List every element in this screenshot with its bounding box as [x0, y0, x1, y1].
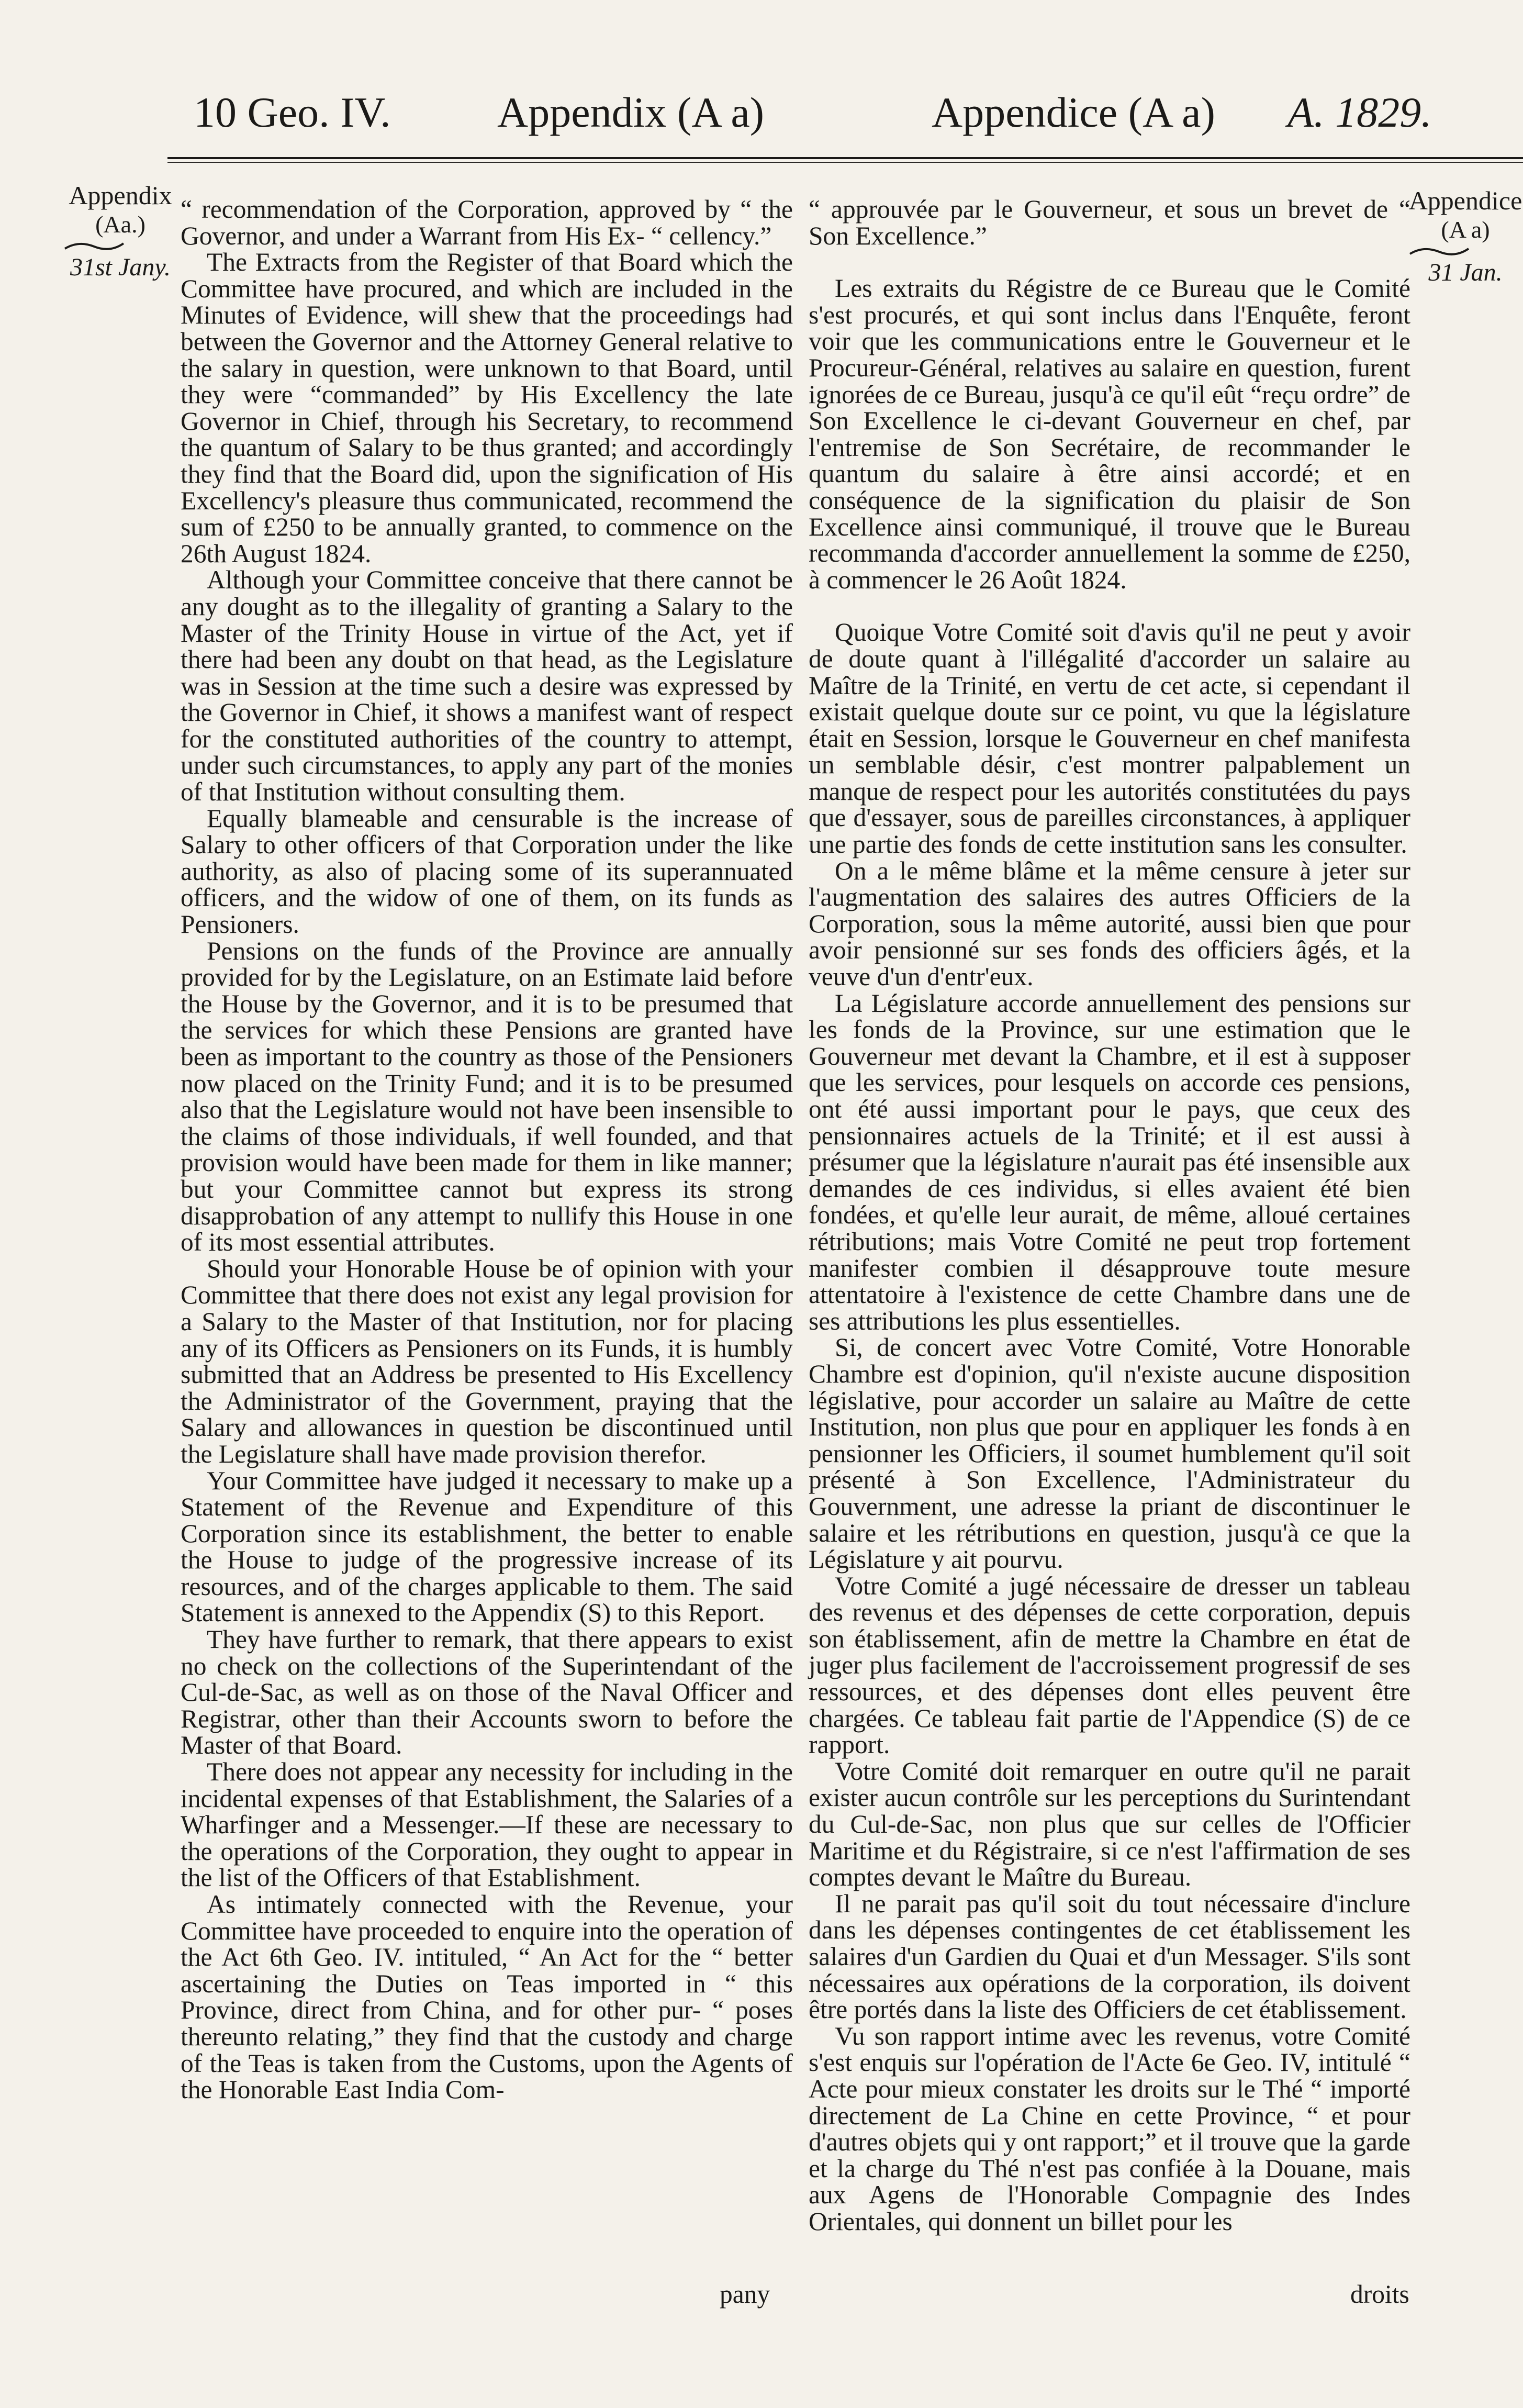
- paragraph: They have further to remark, that there appears to exist no check on the collections of the Superintendant of the Cul-de-Sac, as well as on those of the Naval Officer and Registrar, other than their Accounts sworn to before the Master of that Board.: [181, 1625, 793, 1760]
- margin-note-date: 31st Jany.: [70, 253, 171, 281]
- catchword-en: pany: [720, 2280, 770, 2309]
- appendix-title-fr: Appendice (A a): [932, 88, 1215, 136]
- french-column: [809, 196, 1410, 2235]
- paragraph: Vu son rapport intime avec les revenus, votre Comité s'est enquis sur l'opération de l'Acte 6e Geo. IV, intitulé “ Acte pour mieux constater les droits sur le Thé “ importé directement de La Chine en cette Province, “ et pour d'autres objets qui y ont rapport;” et il trouve que la garde et la charge du Thé n'est pas confiée à la Douane, mais aux Agens de l'Honorable Compagnie des Indes Orientales, qui donnent un billet pour les: [809, 2021, 1410, 2236]
- paragraph: There does not appear any necessity for including in the incidental expenses of that Establishment, the Salaries of a Wharfinger and a Messenger.—If these are necessary to the operations of the Corporation, they ought to appear in the list of the Officers of that Establishment.: [181, 1757, 793, 1892]
- appendix-title-en: Appendix (A a): [497, 88, 765, 136]
- paragraph: The Extracts from the Register of that Board which the Committee have procured, and which are included in the Minutes of Evidence, will shew that the proceedings had between the Governor and the Attorney General relative to the salary in question, were unknown to that Board, until they were “commanded” by His Excellency the late Governor in Chief, through his Secretary, to recommend the quantum of Salary to be thus granted; and accordingly they find that the Board did, upon the signification of His Excellency's pleasure thus communicated, recommend the sum of £250 to be annually granted, to commence on the 26th August 1824.: [181, 248, 793, 568]
- paragraph: Pensions on the funds of the Province are annually provided for by the Legislature, on an Estimate laid before the House by the Governor, and it is to be presumed that the services for which these Pensions are granted have been as important to the country as those of the Pensioners now placed on the Trinity Fund; and it is to be presumed also that the Legislature would not have been insensible to the claims of those individuals, if well founded, and that provision would have been made for them in like manner; but your Committee cannot but express its strong disapprobation of any attempt to nullify this House in one of its most essential attributes.: [181, 936, 793, 1257]
- paragraph: Les extraits du Régistre de ce Bureau que le Comité s'est procurés, et qui sont inclus dans l'Enquête, feront voir que les communications entre le Gouverneur et le Procureur-Général, relatives au salaire en question, furent ignorées de ce Bureau, jusqu'à ce qu'il eût “reçu ordre” de Son Excellence le ci-devant Gouverneur en chef, par l'entremise de Son Secrétaire, de recommander le quantum du salaire à être ainsi accordé; et en conséquence de la signification du plaisir de Son Excellence ainsi communiqué, il trouve que le Bureau recommanda d'accorder annuellement la somme de £250, à commencer le 26 Août 1824.: [809, 274, 1410, 594]
- year-label: A. 1829.: [1287, 88, 1432, 136]
- paragraph: On a le même blâme et la même censure à jeter sur l'augmentation des salaires des autres Officiers de la Corporation, sous la même autorité, aussi bien que pour avoir pensionné sur ses fonds des officiers âgés, et la veuve d'un d'entr'eux.: [809, 856, 1410, 991]
- session-label: 10 Geo. IV.: [194, 88, 391, 136]
- paragraph: Your Committee have judged it necessary to make up a Statement of the Revenue and Expenditure of this Corporation since its establishment, the better to enable the House to judge of the progressive increase of its resources, and of the charges applicable to them. The said Statement is annexed to the Appendix (S) to this Report.: [181, 1466, 793, 1627]
- margin-note-date: 31 Jan.: [1428, 259, 1503, 286]
- paragraph: As intimately connected with the Revenue, your Committee have proceeded to enquire into the operation of the Act 6th Geo. IV. intituled, “ An Act for the “ better ascertaining the Duties on Teas imported in “ this Province, direct from China, and for other pur- “ poses thereunto relating,” they find that the custody and charge of the Teas is taken from the Customs, upon the Agents of the Honorable East India Com-: [181, 1890, 793, 2104]
- paragraph: Equally blameable and censurable is the increase of Salary to other officers of that Corporation under the like authority, as also of placing some of its superannuated officers, and the widow of one of them, on its funds as Pensioners.: [181, 804, 793, 939]
- header-rule-thin: [167, 162, 1523, 163]
- paragraph: La Législature accorde annuellement des pensions sur les fonds de la Province, sur une estimation que le Gouverneur met devant la Chambre, et il est à supposer que les services, pour lesquels on accorde ces pensions, ont été aussi important pour le pays, que ceux des pensionnaires actuels de la Trinité; et il est aussi à présumer que la législature n'aurait pas été insensible aux demandes de ces individus, si elles avaient été bien fondées, et qu'elle leur aurait, de même, alloué certaines rétributions; mais Votre Comité ne peut trop fortement manifester combien il désapprouve toute mesure attentatoire à l'existence de cette Chambre dans une de ses attributions les plus essentielles.: [809, 988, 1410, 1335]
- margin-note-label: Appendice: [1408, 186, 1522, 215]
- english-column: [181, 196, 793, 2103]
- margin-note-left: [63, 181, 178, 282]
- margin-note-sub: (Aa.): [95, 211, 145, 238]
- running-head: [0, 84, 1523, 147]
- paragraph: “ approuvée par le Gouverneur, et sous un brevet de “ Son Excellence.”: [809, 195, 1410, 250]
- paragraph: Although your Committee conceive that there cannot be any dought as to the illegality of granting a Salary to the Master of the Trinity House in virtue of the Act, yet if there had been any doubt on that head, as the Legislature was in Session at the time such a desire was expressed by the Governor in Chief, it shows a manifest want of respect for the constituted authorities of the country to attempt, under such circumstances, to apply any part of the monies of that Institution without consulting them.: [181, 565, 793, 807]
- swash-ornament-icon: [63, 239, 126, 253]
- header-rule: [167, 157, 1523, 159]
- margin-note-label: Appendix: [69, 181, 172, 210]
- paragraph: “ recommendation of the Corporation, approved by “ the Governor, and under a Warrant from His Ex- “ cellency.”: [181, 195, 793, 250]
- margin-note-sub: (A a): [1441, 216, 1490, 243]
- margin-note-right: [1408, 186, 1523, 287]
- paragraph: Votre Comité a jugé nécessaire de dresser un tableau des revenus et des dépenses de cette corporation, depuis son établissement, afin de mettre la Chambre en état de juger plus facilement de l'accroissement progressif de ses ressources, et des dépenses dont elles peuvent être chargées. Ce tableau fait partie de l'Appendice (S) de ce rapport.: [809, 1571, 1410, 1759]
- paragraph: Votre Comité doit remarquer en outre qu'il ne parait exister aucun contrôle sur les perceptions du Surintendant du Cul-de-Sac, non plus que sur celles de l'Officier Maritime et du Régistraire, si ce n'est l'affirmation de ses comptes devant le Maître du Bureau.: [809, 1756, 1410, 1892]
- paragraph: Quoique Votre Comité soit d'avis qu'il ne peut y avoir de doute quant à l'illégalité d'accorder un salaire au Maître de la Trinité, en vertu de cet acte, si cependant il existait quelque doute sur ce point, vu que la législature était en Session, lorsque le Gouverneur en chef manifesta un semblable désir, c'est montrer palpablement un manque de respect pour les autorités constitutées du pays que d'essayer, sous de pareilles circonstances, à appliquer une partie des fonds de cette institution sans les consulter.: [809, 618, 1410, 859]
- paragraph: Il ne parait pas qu'il soit du tout nécessaire d'inclure dans les dépenses contingentes de cet établissement les salaires d'un Gardien du Quai et d'un Messager. S'ils sont nécessaires aux opérations de la corporation, ils doivent être portés dans la liste des Officiers de cet établissement.: [809, 1889, 1410, 2024]
- paragraph: Should your Honorable House be of opinion with your Committee that there does not exist any legal provision for a Salary to the Master of that Institution, nor for placing any of its Officers as Pensioners on its Funds, it is humbly submitted that an Address be presented to His Excellency the Administrator of the Government, praying that the Salary and allowances in question be discontinued until the Legislature shall have made provision therefor.: [181, 1254, 793, 1468]
- swash-ornament-icon: [1408, 244, 1471, 258]
- catchword-fr: droits: [1350, 2280, 1409, 2309]
- paragraph: Si, de concert avec Votre Comité, Votre Honorable Chambre est d'opinion, qu'il n'existe aucune disposition législative, pour accorder un salaire au Maître de cette Institution, non plus que pour en appliquer les fonds à en pensionner les Officiers, il soumet humblement qu'il soit présenté à Son Excellence, l'Administrateur du Gouvernment, une adresse la priant de discontinuer le salaire et les rétributions en question, jusqu'à ce que la Législature y ait pourvu.: [809, 1333, 1410, 1574]
